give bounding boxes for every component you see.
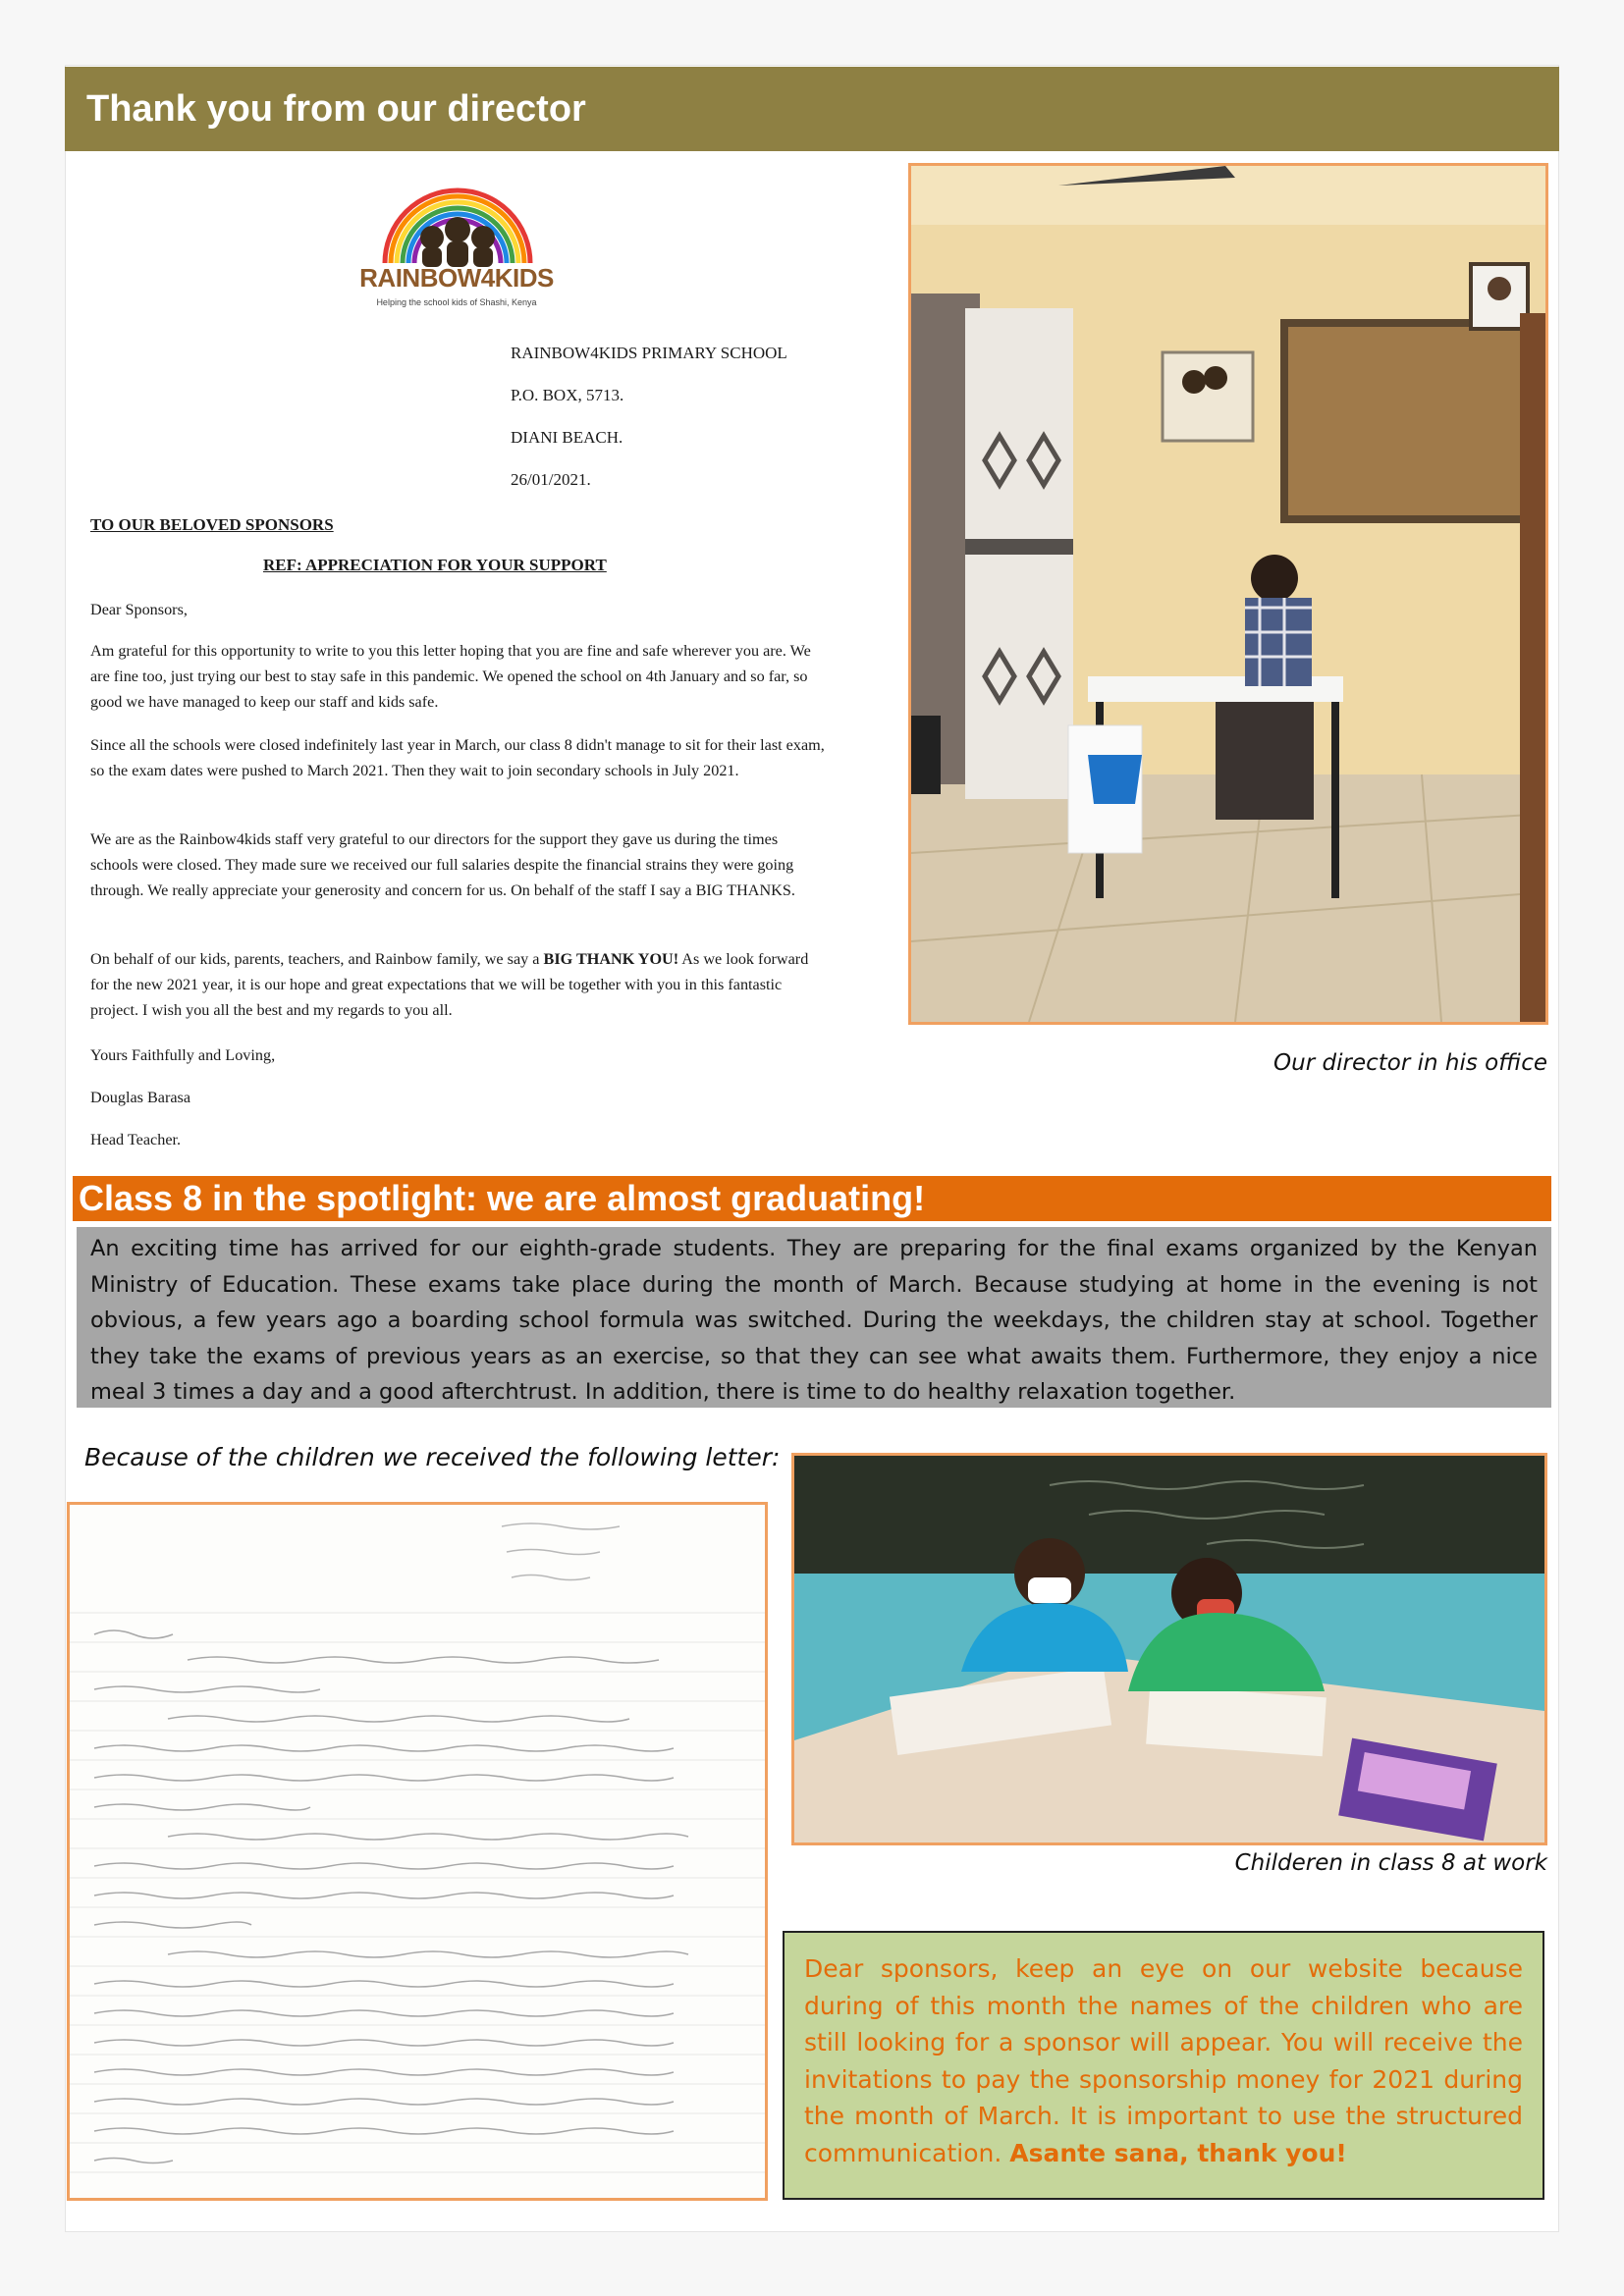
class8-photo	[791, 1453, 1547, 1845]
letter-signature-role: Head Teacher.	[90, 1131, 182, 1148]
thank-you-text: Asante sana, thank you!	[1009, 2138, 1347, 2167]
spotlight-header: Class 8 in the spotlight: we are almost graduating!	[73, 1176, 1551, 1221]
letter-paragraph: Since all the schools were closed indefinitely last year in March, our class 8 didn't manage to sit for their last exam, so the exam dates were pushed to March 2021. Then they wait to join secondary schools in July 2021.	[90, 736, 825, 779]
letter-recipient: TO OUR BELOVED SPONSORS	[90, 515, 334, 534]
address-line: DIANI BEACH.	[511, 428, 623, 447]
director-office-photo	[908, 163, 1548, 1025]
sponsor-notice: Dear sponsors, keep an eye on our website because during of this month the names of the children who are still looking for a sponsor will appear. You will receive the invitations to pay the sponsorship money for 2021 during the month of March. It is important to use the structured communication. Asante sana, thank you!	[783, 1931, 1544, 2200]
spotlight-text: An exciting time has arrived for our eighth-grade students. They are preparing for the final exams organized by the Kenyan Ministry of Education. These exams take place during the month of March. Because studying at home in the evening is not obvious, a few years ago a boarding school formula was switched. During the weekdays, the children stay at school. Together they take the exams of previous years as an exercise, so that they can see what awaits them. Furthermore, they enjoy a nice meal 3 times a day and a good afterchtrust. In addition, there is time to do healthy relaxation together.	[77, 1227, 1551, 1408]
handwritten-letter	[67, 1502, 768, 2201]
address-line: RAINBOW4KIDS PRIMARY SCHOOL	[511, 344, 787, 362]
letter-ref: REF: APPRECIATION FOR YOUR SUPPORT	[263, 556, 607, 574]
letter-date: 26/01/2021.	[511, 470, 591, 489]
letter-paragraph: On behalf of our kids, parents, teachers, and Rainbow family, we say a BIG THANK YOU! As we look forward for the new 2021 year, it is our hope and great expectations that we will be together with you in this fantastic project. I wish you all the best and my regards to you all.	[90, 950, 809, 1019]
class8-photo-caption: Childeren in class 8 at work	[1234, 1850, 1547, 1876]
letter-intro: Because of the children we received the following letter:	[84, 1443, 781, 1471]
letter-greeting: Dear Sponsors,	[90, 601, 188, 618]
logo-tagline: Helping the school kids of Shashi, Kenya	[376, 297, 537, 307]
logo-name: RAINBOW4KIDS	[359, 263, 554, 293]
letter-closing: Yours Faithfully and Loving,	[90, 1046, 276, 1064]
section-header: Thank you from our director	[65, 67, 1559, 151]
letter-paragraph: Am grateful for this opportunity to write to you this letter hoping that you are fine and safe wherever you are. We are fine too, just trying our best to stay safe in this pandemic. We opened the school on 4th January and so far, so good we have managed to keep our staff and kids safe.	[90, 642, 811, 711]
address-line: P.O. BOX, 5713.	[511, 386, 624, 404]
letter-paragraph: We are as the Rainbow4kids staff very grateful to our directors for the support they gave us during the times schools were closed. They made sure we received our full salaries despite the financial strains they were going through. We really appreciate your generosity and concern for us. On behalf of the staff I say a BIG THANKS.	[90, 830, 795, 899]
director-photo-caption: Our director in his office	[1273, 1050, 1547, 1076]
rainbow4kids-logo	[371, 169, 544, 316]
letter-signature-name: Douglas Barasa	[90, 1089, 191, 1106]
